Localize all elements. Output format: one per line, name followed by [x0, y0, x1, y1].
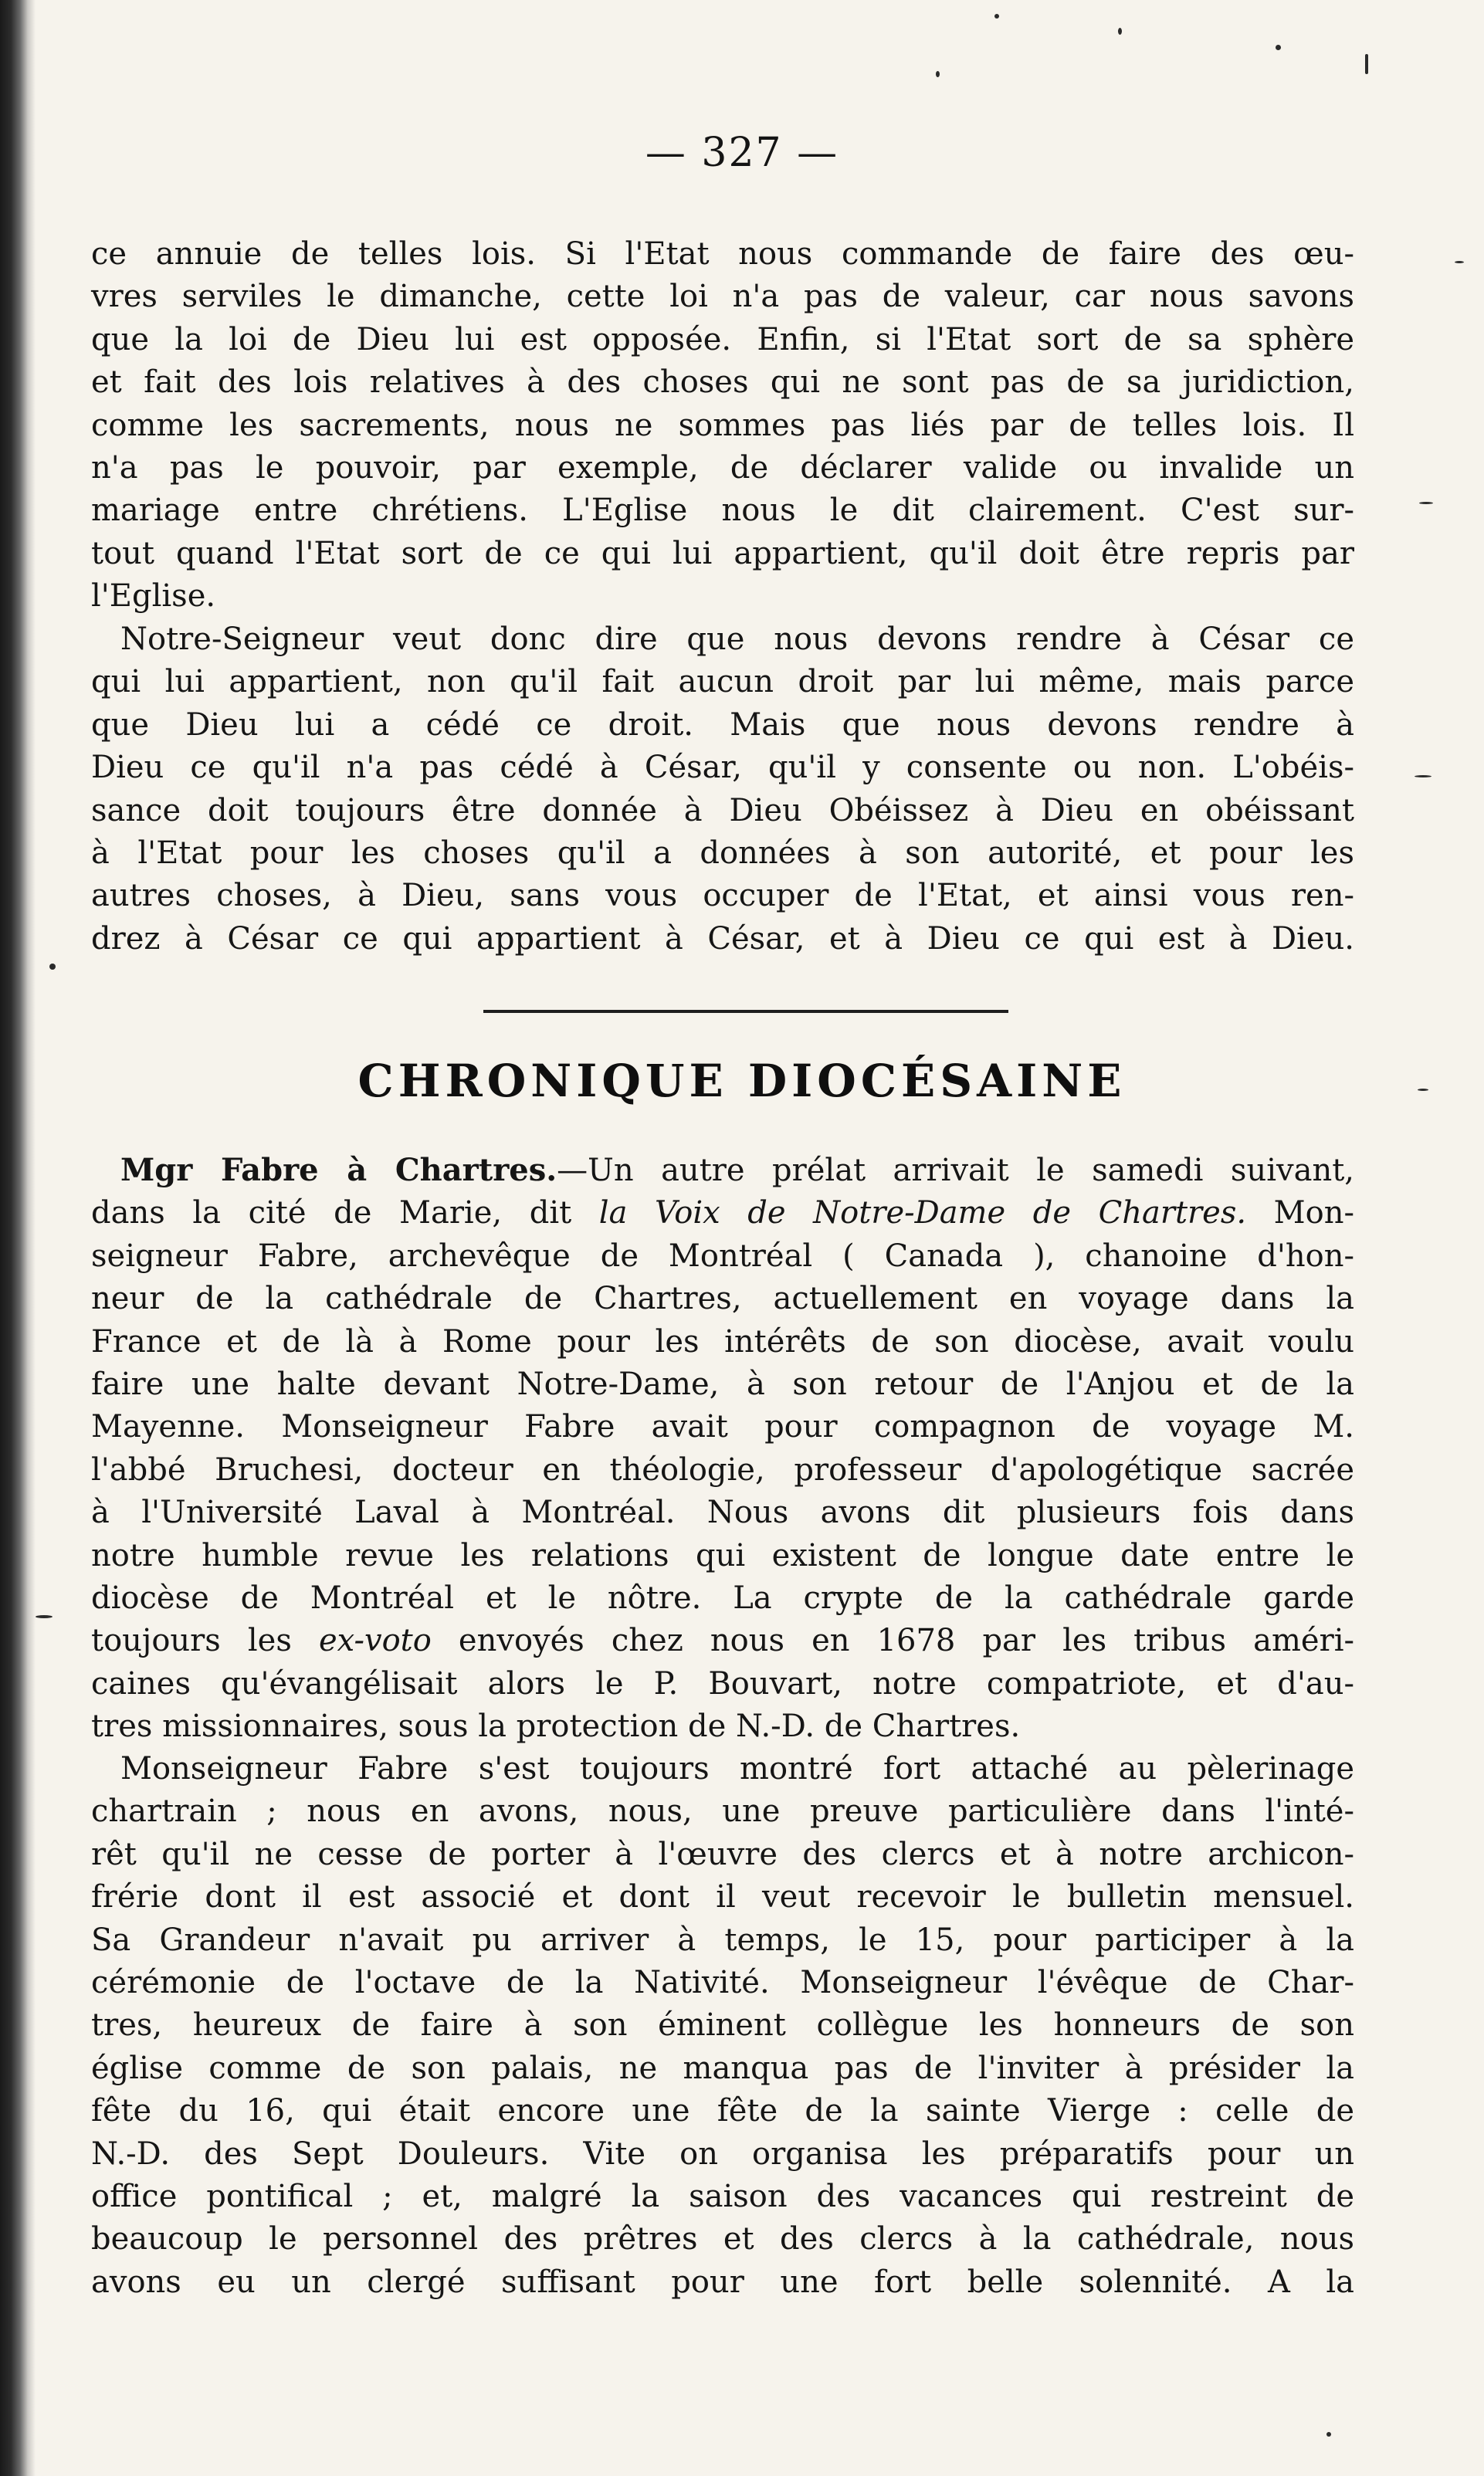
italic-term: ex-voto — [318, 1623, 432, 1659]
text-line: Dieu ce qu'il n'a pas cédé à César, qu'il y consente ou non. L'obéis- — [91, 750, 1354, 786]
text-line: frérie dont il est associé et dont il veut recevoir le bulletin mensuel. — [91, 1879, 1354, 1915]
text-line: à l'Etat pour les choses qu'il a données à son autorité, et pour les — [91, 835, 1354, 872]
page-number: — 327 — — [645, 130, 839, 176]
text-line: diocèse de Montréal et le nôtre. La crypte de la cathédrale garde — [91, 1580, 1354, 1617]
text-line: chartrain ; nous en avons, nous, une preuve particulière dans l'inté- — [91, 1793, 1354, 1830]
text-line: sance doit toujours être donnée à Dieu Obéissez à Dieu en obéissant — [91, 792, 1354, 828]
ink-speck — [994, 14, 999, 19]
paragraph-1 — [91, 233, 1354, 618]
text-line: que Dieu lui a cédé ce droit. Mais que nous devons rendre à — [91, 706, 1354, 743]
text-line: faire une halte devant Notre-Dame, à son retour de l'Anjou et de la — [91, 1367, 1354, 1403]
ink-speck — [1455, 261, 1464, 263]
text-fragment: dans la cité de Marie, dit — [91, 1195, 599, 1231]
text-line: avons eu un clergé suffisant pour une fort belle solennité. A la — [91, 2264, 1354, 2300]
text-line: qui lui appartient, non qu'il fait aucun droit par lui même, mais parce — [91, 664, 1354, 700]
text-line: tres, heureux de faire à son éminent collègue les honneurs de son — [91, 2007, 1354, 2044]
text-line: Mayenne. Monseigneur Fabre avait pour compagnon de voyage M. — [91, 1409, 1354, 1445]
text-line — [91, 1620, 1354, 1662]
text-line: mariage entre chrétiens. L'Eglise nous le dit clairement. C'est sur- — [91, 493, 1354, 529]
text-line: seigneur Fabre, archevêque de Montréal ( Canada ), chanoine d'hon- — [91, 1238, 1354, 1274]
text-line: notre humble revue les relations qui existent de longue date entre le — [91, 1537, 1354, 1573]
article-lead: Mgr Fabre à Chartres. — [120, 1152, 557, 1188]
text-line: Notre-Seigneur veut donc dire que nous devons rendre à César ce — [120, 622, 1354, 657]
ink-speck — [1365, 54, 1368, 74]
ink-speck — [1276, 45, 1281, 50]
text-line: office pontifical ; et, malgré la saison des vacances qui restreint de — [91, 2179, 1354, 2215]
text-line: autres choses, à Dieu, sans vous occuper de l'Etat, et ainsi vous ren- — [91, 878, 1354, 914]
text-fragment: Mon- — [1246, 1195, 1354, 1231]
ink-speck — [1419, 502, 1433, 504]
binding-shadow — [0, 0, 36, 2476]
text-line: et fait des lois relatives à des choses qui ne sont pas de sa juridiction, — [91, 364, 1354, 401]
text-line: église comme de son palais, ne manqua pas de l'inviter à présider la — [91, 2050, 1354, 2086]
text-line: l'Eglise. — [91, 578, 216, 615]
text-line: que la loi de Dieu lui est opposée. Enfin, si l'Etat sort de sa sphère — [91, 321, 1354, 357]
text-line: beaucoup le personnel des prêtres et des clercs à la cathédrale, nous — [91, 2221, 1354, 2258]
paragraph-2 — [91, 618, 1354, 960]
text-line: ce annuie de telles lois. Si l'Etat nous commande de faire des œu- — [91, 236, 1354, 272]
text-fragment: envoyés chez nous en 1678 par les tribus améri- — [431, 1623, 1354, 1659]
ink-speck — [49, 964, 56, 970]
text-line — [91, 1192, 1354, 1235]
section-heading: CHRONIQUE DIOCÉSAINE — [357, 1055, 1127, 1107]
text-line: N.-D. des Sept Douleurs. Vite on organisa les préparatifs pour un — [91, 2136, 1354, 2172]
text-line: drez à César ce qui appartient à César, et à Dieu ce qui est à Dieu. — [91, 920, 1354, 957]
paragraph-4 — [91, 1748, 1354, 2304]
text-line — [91, 1149, 1354, 1192]
text-line: caines qu'évangélisait alors le P. Bouvart, notre compatriote, et d'au- — [91, 1665, 1354, 1702]
ink-speck — [1326, 2432, 1331, 2437]
paragraph-3 — [91, 1149, 1354, 1749]
text-fragment: —Un autre prélat arrivait le samedi suivant, — [557, 1153, 1354, 1188]
text-line: n'a pas le pouvoir, par exemple, de déclarer valide ou invalide un — [91, 450, 1354, 486]
text-line: France et de là à Rome pour les intérêts de son diocèse, avait voulu — [91, 1323, 1354, 1360]
text-line: cérémonie de l'octave de la Nativité. Monseigneur l'évêque de Char- — [91, 1965, 1354, 2001]
ink-speck — [1118, 28, 1122, 35]
text-line: fête du 16, qui était encore une fête de la sainte Vierge : celle de — [91, 2093, 1354, 2129]
text-fragment: toujours les — [91, 1623, 319, 1659]
text-line: l'abbé Bruchesi, docteur en théologie, professeur d'apologétique sacrée — [91, 1451, 1354, 1488]
publication-title: la Voix de Notre-Dame de Chartres. — [598, 1195, 1247, 1231]
text-line: Monseigneur Fabre s'est toujours montré fort attaché au pèlerinage — [120, 1751, 1354, 1787]
ink-speck — [1415, 775, 1431, 777]
text-line: tres missionnaires, sous la protection de N.-D. de Chartres. — [91, 1709, 1021, 1745]
text-line: comme les sacrements, nous ne sommes pas liés par de telles lois. Il — [91, 407, 1354, 443]
text-line: rêt qu'il ne cesse de porter à l'œuvre des clercs et à notre archicon- — [91, 1836, 1354, 1872]
text-line: Sa Grandeur n'avait pu arriver à temps, le 15, pour participer à la — [91, 1922, 1354, 1958]
text-line: vres serviles le dimanche, cette loi n'a pas de valeur, car nous savons — [91, 279, 1354, 315]
ink-speck — [936, 71, 940, 77]
section-divider — [483, 1010, 1008, 1013]
ink-speck — [36, 1615, 53, 1618]
text-line: tout quand l'Etat sort de ce qui lui appartient, qu'il doit être repris par — [91, 535, 1354, 571]
text-line: neur de la cathédrale de Chartres, actuellement en voyage dans la — [91, 1281, 1354, 1317]
text-line: à l'Université Laval à Montréal. Nous avons dit plusieurs fois dans — [91, 1495, 1354, 1531]
